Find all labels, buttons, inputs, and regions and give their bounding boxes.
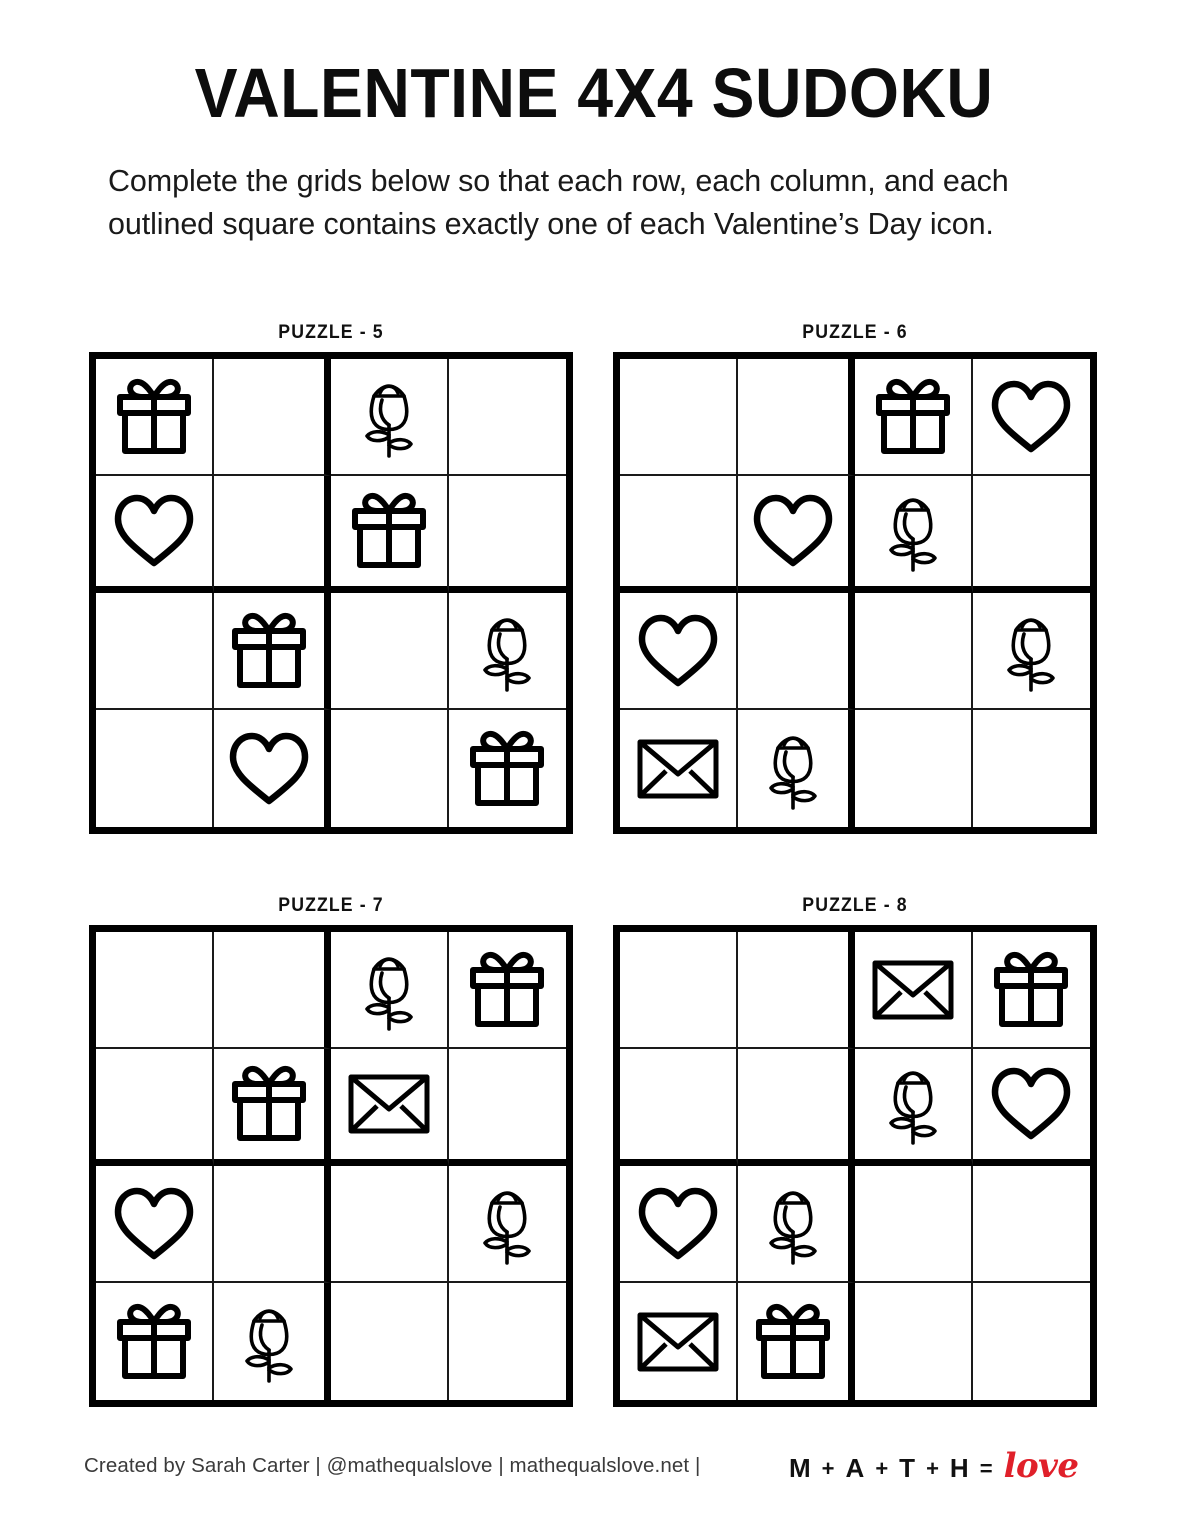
logo-equals: = xyxy=(979,1456,993,1481)
cell-gift-icon[interactable] xyxy=(96,359,214,476)
cell-envelope-icon[interactable] xyxy=(331,1049,449,1166)
heart-icon xyxy=(227,731,311,807)
cell-envelope-icon[interactable] xyxy=(620,710,738,827)
cell-gift-icon[interactable] xyxy=(855,359,973,476)
heart-icon xyxy=(636,613,720,689)
cell-empty[interactable] xyxy=(973,476,1091,593)
rose-icon xyxy=(470,607,544,695)
cell-heart-icon[interactable] xyxy=(96,476,214,593)
gift-icon xyxy=(111,1301,197,1383)
math-equals-love-logo xyxy=(782,1448,1079,1488)
heart-icon xyxy=(989,379,1073,455)
cell-envelope-icon[interactable] xyxy=(855,932,973,1049)
heart-icon xyxy=(989,1066,1073,1142)
cell-rose-icon[interactable] xyxy=(331,359,449,476)
cell-heart-icon[interactable] xyxy=(973,1049,1091,1166)
cell-rose-icon[interactable] xyxy=(214,1283,332,1400)
cell-empty[interactable] xyxy=(973,710,1091,827)
gift-icon xyxy=(464,949,550,1031)
cell-empty[interactable] xyxy=(96,1049,214,1166)
gift-icon xyxy=(988,949,1074,1031)
sudoku-grid[interactable] xyxy=(613,352,1097,834)
cell-gift-icon[interactable] xyxy=(214,593,332,710)
cell-empty[interactable] xyxy=(738,593,856,710)
logo-plus-2: + xyxy=(875,1456,889,1481)
gift-icon xyxy=(750,1301,836,1383)
cell-heart-icon[interactable] xyxy=(738,476,856,593)
envelope-icon xyxy=(636,738,720,800)
sudoku-grid[interactable] xyxy=(89,352,573,834)
sudoku-grid[interactable] xyxy=(613,925,1097,1407)
sudoku-grid[interactable] xyxy=(89,925,573,1407)
gift-icon xyxy=(870,376,956,458)
cell-empty[interactable] xyxy=(96,593,214,710)
cell-empty[interactable] xyxy=(214,359,332,476)
cell-empty[interactable] xyxy=(620,476,738,593)
gift-icon xyxy=(111,376,197,458)
cell-empty[interactable] xyxy=(449,1049,567,1166)
cell-empty[interactable] xyxy=(214,1166,332,1283)
cell-empty[interactable] xyxy=(973,1283,1091,1400)
logo-letter-m: M xyxy=(789,1452,811,1483)
logo-love-script: love xyxy=(1003,1446,1079,1486)
cell-rose-icon[interactable] xyxy=(449,593,567,710)
cell-envelope-icon[interactable] xyxy=(620,1283,738,1400)
cell-empty[interactable] xyxy=(449,359,567,476)
cell-empty[interactable] xyxy=(973,1166,1091,1283)
cell-rose-icon[interactable] xyxy=(973,593,1091,710)
logo-letter-h: H xyxy=(949,1452,969,1483)
cell-rose-icon[interactable] xyxy=(855,476,973,593)
cell-empty[interactable] xyxy=(738,932,856,1049)
cell-rose-icon[interactable] xyxy=(331,932,449,1049)
cell-gift-icon[interactable] xyxy=(738,1283,856,1400)
puzzle-label: PUZZLE - 6 xyxy=(802,322,908,343)
envelope-icon xyxy=(871,959,955,1021)
cell-empty[interactable] xyxy=(738,1049,856,1166)
rose-icon xyxy=(352,946,426,1034)
credit-text: Created by Sarah Carter | @mathequalslove | mathequalslove.net | xyxy=(84,1454,701,1477)
cell-heart-icon[interactable] xyxy=(214,710,332,827)
cell-heart-icon[interactable] xyxy=(96,1166,214,1283)
cell-gift-icon[interactable] xyxy=(96,1283,214,1400)
cell-empty[interactable] xyxy=(449,476,567,593)
heart-icon xyxy=(636,1186,720,1262)
cell-empty[interactable] xyxy=(449,1283,567,1400)
cell-heart-icon[interactable] xyxy=(620,1166,738,1283)
logo-plus-1: + xyxy=(821,1456,835,1481)
footer xyxy=(0,1446,1188,1502)
instructions-text: Complete the grids below so that each row, each column, and each outlined square contains exactly one of each Valentine’s Day icon. xyxy=(108,164,1009,242)
puzzle-label: PUZZLE - 5 xyxy=(278,322,384,343)
cell-gift-icon[interactable] xyxy=(449,710,567,827)
puzzle-label: PUZZLE - 7 xyxy=(278,895,384,916)
cell-empty[interactable] xyxy=(96,932,214,1049)
cell-rose-icon[interactable] xyxy=(449,1166,567,1283)
heart-icon xyxy=(112,1186,196,1262)
rose-icon xyxy=(756,1180,830,1268)
cell-empty[interactable] xyxy=(855,593,973,710)
rose-icon xyxy=(470,1180,544,1268)
puzzle-label: PUZZLE - 8 xyxy=(802,895,908,916)
envelope-icon xyxy=(347,1073,431,1135)
cell-empty[interactable] xyxy=(855,710,973,827)
logo-letter-a: A xyxy=(845,1452,865,1483)
gift-icon xyxy=(464,728,550,810)
cell-gift-icon[interactable] xyxy=(973,932,1091,1049)
cell-empty[interactable] xyxy=(620,359,738,476)
cell-empty[interactable] xyxy=(331,1166,449,1283)
logo-letter-t: T xyxy=(899,1452,916,1483)
rose-icon xyxy=(876,487,950,575)
logo-plus-3: + xyxy=(926,1456,939,1481)
rose-icon xyxy=(876,1060,950,1148)
heart-icon xyxy=(112,493,196,569)
heart-icon xyxy=(751,493,835,569)
gift-icon xyxy=(346,490,432,572)
cell-gift-icon[interactable] xyxy=(214,1049,332,1166)
cell-empty[interactable] xyxy=(96,710,214,827)
cell-empty[interactable] xyxy=(855,1283,973,1400)
cell-empty[interactable] xyxy=(738,359,856,476)
cell-empty[interactable] xyxy=(331,710,449,827)
gift-icon xyxy=(226,1063,312,1145)
page-title: VALENTINE 4X4 SUDOKU xyxy=(194,54,994,132)
rose-icon xyxy=(232,1298,306,1386)
cell-gift-icon[interactable] xyxy=(449,932,567,1049)
cell-empty[interactable] xyxy=(620,1049,738,1166)
cell-empty[interactable] xyxy=(331,1283,449,1400)
gift-icon xyxy=(226,610,312,692)
cell-empty[interactable] xyxy=(331,593,449,710)
rose-icon xyxy=(756,725,830,813)
cell-empty[interactable] xyxy=(214,932,332,1049)
cell-heart-icon[interactable] xyxy=(973,359,1091,476)
cell-empty[interactable] xyxy=(214,476,332,593)
cell-empty[interactable] xyxy=(620,932,738,1049)
cell-gift-icon[interactable] xyxy=(331,476,449,593)
cell-rose-icon[interactable] xyxy=(855,1049,973,1166)
cell-empty[interactable] xyxy=(855,1166,973,1283)
rose-icon xyxy=(352,373,426,461)
rose-icon xyxy=(994,607,1068,695)
envelope-icon xyxy=(636,1311,720,1373)
cell-rose-icon[interactable] xyxy=(738,1166,856,1283)
cell-rose-icon[interactable] xyxy=(738,710,856,827)
cell-heart-icon[interactable] xyxy=(620,593,738,710)
